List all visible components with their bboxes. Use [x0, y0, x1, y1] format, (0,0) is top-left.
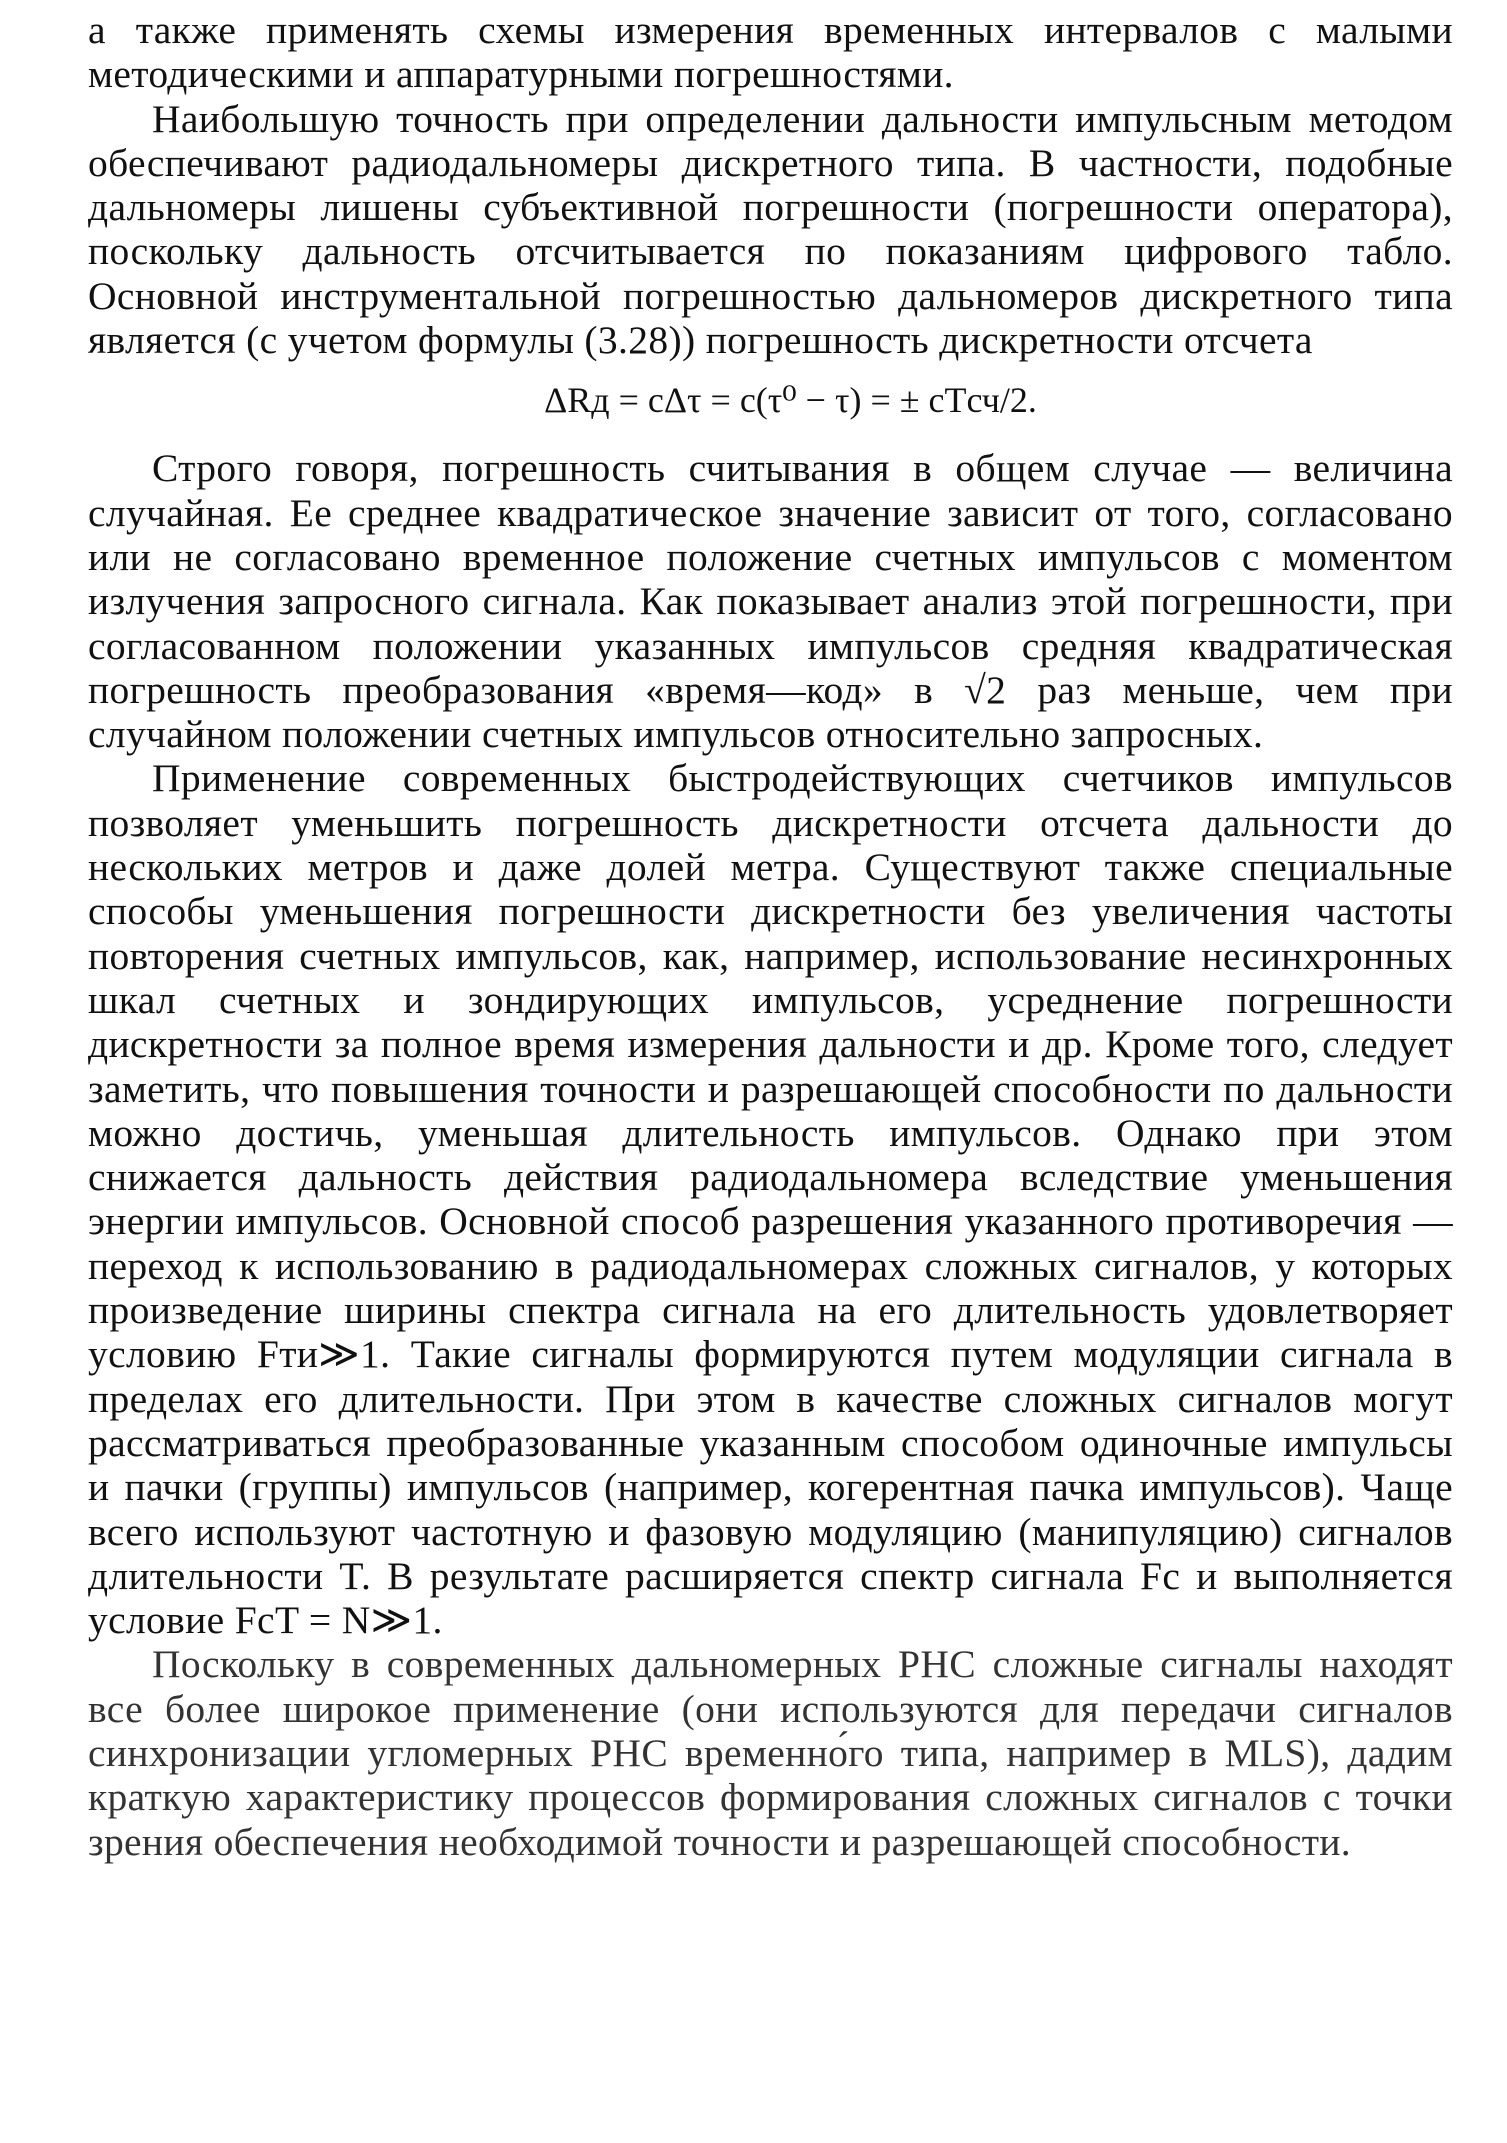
document-page — [88, 8, 1453, 1864]
paragraph-complex-signals-intro: Поскольку в современных дальномерных РНС сложные сигналы находят все более широкое применение (они используются для передачи сигналов синхронизации угломерных РНС временно́го типа, например в MLS), дадим краткую характеристику процессов формирования сложных сигналов с точки зрения обеспечения необходимой точности и разрешающей способности. — [88, 1642, 1453, 1864]
paragraph-rangefinder-accuracy: Наибольшую точность при определении дальности импульсным методом обеспечивают радиодальномеры дискретного типа. В частности, подобные дальномеры лишены субъективной погрешности (погрешности оператора), поскольку дальность отсчитывается по показаниям цифрового табло. Основной инструментальной погрешностью дальномеров дискретного типа является (с учетом формулы (3.28)) погрешность дискретности отсчета — [88, 96, 1453, 363]
paragraph-reading-error: Строго говоря, погрешность считывания в общем случае — величина случайная. Ее среднее квадратическое значение зависит от того, согласовано или не согласовано временное положение счетных импульсов с моментом излучения запросного сигнала. Как показывает анализ этой погрешности, при согласованном положении указанных импульсов средняя квадратическая погрешность преобразования «время—код» в √2 раз меньше, чем при случайном положении счетных импульсов относительно запросных. — [88, 446, 1453, 757]
formula-discreteness-error: ΔRд = cΔτ = c(τ⁰ − τ) = ± cTсч/2. — [544, 380, 1037, 421]
paragraph-continuation: а также применять схемы измерения временных интервалов с малыми методическими и аппаратурными погрешностями. — [88, 8, 1453, 97]
paragraph-counters-and-complex-signals: Применение современных быстродействующих счетчиков импульсов позволяет уменьшить погрешность дискретности отсчета дальности до нескольких метров и даже долей метра. Существуют также специальные способы уменьшения погрешности дискретности без увеличения частоты повторения счетных импульсов, как, например, использование несинхронных шкал счетных и зондирующих импульсов, усреднение погрешности дискретности за полное время измерения дальности и др. Кроме того, следует заметить, что повышения точности и разрешающей способности по дальности можно достичь, уменьшая длительность импульсов. Однако при этом снижается дальность действия радиодальномера вследствие уменьшения энергии импульсов. Основной способ разрешения указанного противоречия — переход к использованию в радиодальномерах сложных сигналов, у которых произведение ширины спектра сигнала на его длительность удовлетворяет условию Fти≫1. Такие сигналы формируются путем модуляции сигнала в пределах его длительности. При этом в качестве сложных сигналов могут рассматриваться преобразованные указанным способом одиночные импульсы и пачки (группы) импульсов (например, когерентная пачка импульсов). Чаще всего используют частотную и фазовую модуляцию (манипуляцию) сигналов длительности T. В результате расширяется спектр сигнала Fс и выполняется условие FсT = N≫1. — [88, 756, 1453, 1643]
